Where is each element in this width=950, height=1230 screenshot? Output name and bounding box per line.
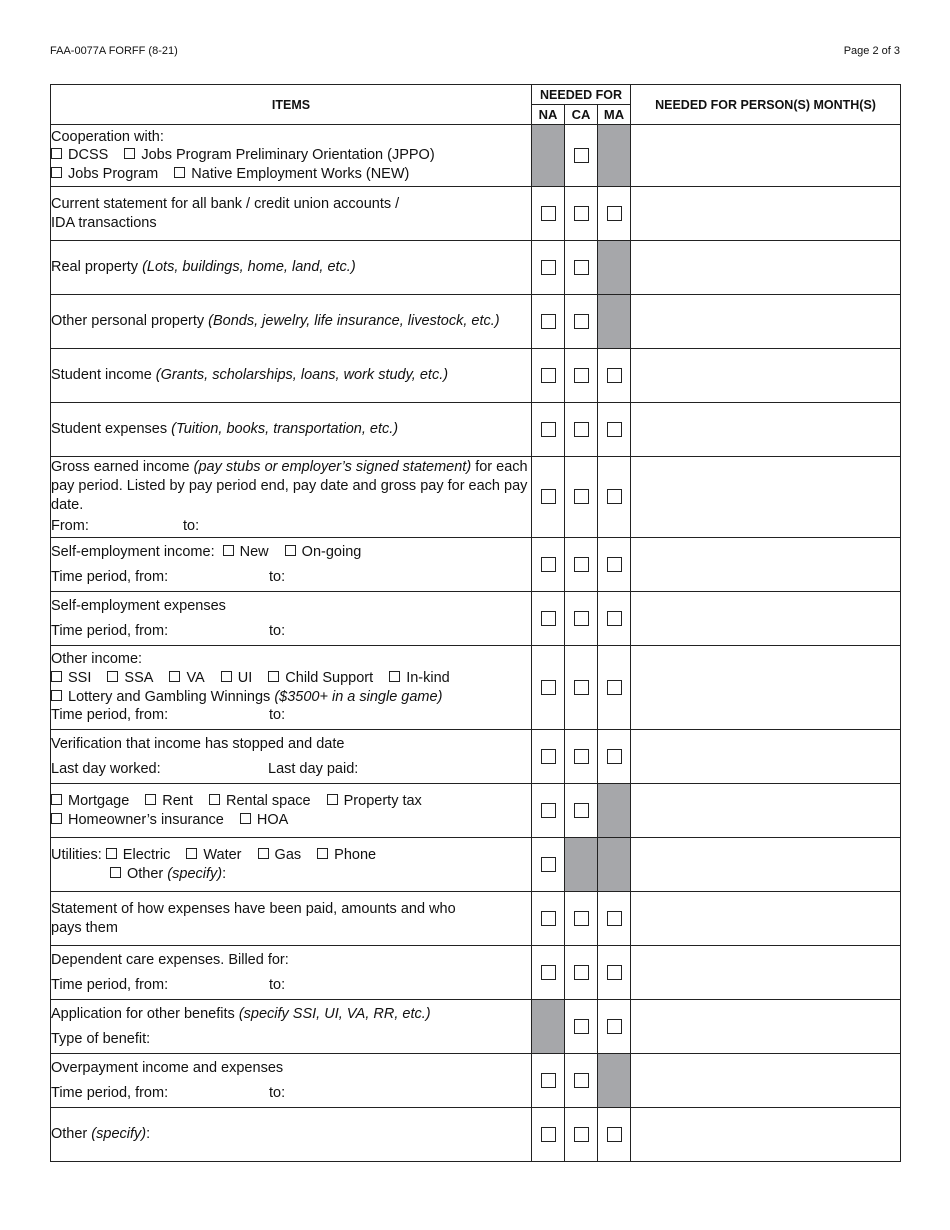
months-field[interactable] (631, 946, 901, 1000)
ma-checkbox[interactable] (607, 911, 622, 926)
lottery-note: ($3500+ in a single game) (274, 688, 443, 705)
electric-checkbox[interactable] (106, 848, 117, 859)
jobs-program-label: Jobs Program (68, 165, 159, 182)
hoa-checkbox[interactable] (240, 813, 251, 824)
gross-earned-rest: for each pay period. Listed by pay period end, pay date and gross pay for each pay date. (51, 459, 528, 513)
ca-checkbox[interactable] (574, 965, 589, 980)
gas-checkbox[interactable] (258, 848, 269, 859)
new-checkbox[interactable] (174, 167, 185, 178)
other-colon: : (146, 1126, 151, 1143)
utilities-label: Utilities: (51, 846, 102, 863)
ma-checkbox[interactable] (607, 749, 622, 764)
months-field[interactable] (631, 592, 901, 646)
lottery-label: Lottery and Gambling Winnings (68, 688, 275, 705)
months-field[interactable] (631, 187, 901, 241)
ca-checkbox[interactable] (574, 206, 589, 221)
ma-checkbox[interactable] (607, 1127, 622, 1142)
ma-checkbox[interactable] (607, 1019, 622, 1034)
ma-cell-disabled (598, 241, 631, 295)
to-label: to: (269, 622, 286, 639)
row-self-income (51, 538, 901, 592)
row-income-stopped (51, 730, 901, 784)
expenses-paid-label-2: pays them (51, 919, 118, 936)
na-checkbox[interactable] (541, 314, 556, 329)
income-stopped-label: Verification that income has stopped and date (51, 735, 345, 752)
row-housing (51, 784, 901, 838)
ma-checkbox[interactable] (607, 368, 622, 383)
ca-checkbox[interactable] (574, 803, 589, 818)
ca-checkbox[interactable] (574, 148, 589, 163)
rent-label: Rent (162, 792, 193, 809)
months-field[interactable] (631, 1000, 901, 1054)
ca-checkbox[interactable] (574, 911, 589, 926)
na-checkbox[interactable] (541, 857, 556, 872)
other-utility-colon: : (222, 865, 227, 882)
ca-header: CA (565, 105, 598, 125)
ma-checkbox[interactable] (607, 489, 622, 504)
needed-for-header: NEEDED FOR (532, 85, 631, 105)
water-label: Water (203, 846, 242, 863)
bank-label-2: IDA transactions (51, 214, 157, 231)
ui-label: UI (237, 669, 253, 686)
ongoing-label: On-going (301, 543, 362, 560)
items-header: ITEMS (51, 85, 532, 125)
na-checkbox[interactable] (541, 611, 556, 626)
homeowners-insurance-checkbox[interactable] (51, 813, 62, 824)
ma-cell-disabled (598, 1054, 631, 1108)
ca-checkbox[interactable] (574, 680, 589, 695)
ca-checkbox[interactable] (574, 1019, 589, 1034)
ma-checkbox[interactable] (607, 206, 622, 221)
other-note: (specify) (91, 1126, 147, 1143)
to-label: to: (183, 518, 200, 535)
va-checkbox[interactable] (169, 671, 180, 682)
in-kind-checkbox[interactable] (389, 671, 400, 682)
to-label: to: (269, 976, 286, 993)
to-label: to: (269, 1084, 286, 1101)
row-utilities (51, 838, 901, 892)
cooperation-label: Cooperation with: (51, 128, 164, 145)
dcss-checkbox[interactable] (51, 148, 62, 159)
ssi-checkbox[interactable] (51, 671, 62, 682)
row-real-property (51, 241, 901, 295)
ca-checkbox[interactable] (574, 611, 589, 626)
time-from-label: Time period, from: (51, 976, 169, 993)
na-cell-disabled (532, 1000, 565, 1054)
na-checkbox[interactable] (541, 260, 556, 275)
ca-checkbox[interactable] (574, 749, 589, 764)
self-income-label: Self-employment income: (51, 543, 215, 560)
homeowners-insurance-label: Homeowner’s insurance (68, 811, 224, 828)
time-from-label: Time period, from: (51, 1084, 169, 1101)
dependent-care-label: Dependent care expenses. Billed for: (51, 951, 289, 968)
ca-cell-disabled (565, 838, 598, 892)
ma-cell-disabled (598, 838, 631, 892)
mortgage-checkbox[interactable] (51, 794, 62, 805)
electric-label: Electric (122, 846, 171, 863)
months-field[interactable] (631, 784, 901, 838)
jobs-program-checkbox[interactable] (51, 167, 62, 178)
na-checkbox[interactable] (541, 749, 556, 764)
property-tax-label: Property tax (343, 792, 422, 809)
dcss-label: DCSS (68, 147, 109, 164)
in-kind-label: In-kind (406, 669, 450, 686)
time-from-label: Time period, from: (51, 707, 169, 724)
jppo-label: Jobs Program Preliminary Orientation (JPPO) (141, 147, 435, 164)
gas-label: Gas (274, 846, 302, 863)
row-other-benefits (51, 1000, 901, 1054)
na-checkbox[interactable] (541, 803, 556, 818)
ca-checkbox[interactable] (574, 489, 589, 504)
water-checkbox[interactable] (186, 848, 197, 859)
months-field[interactable] (631, 125, 901, 187)
na-checkbox[interactable] (541, 557, 556, 572)
student-income-label: Student income (51, 367, 156, 384)
type-of-benefit-label: Type of benefit: (51, 1030, 151, 1047)
property-tax-checkbox[interactable] (327, 794, 338, 805)
self-expenses-label: Self-employment expenses (51, 597, 226, 614)
new-checkbox[interactable] (223, 545, 234, 556)
na-checkbox[interactable] (541, 422, 556, 437)
rental-space-checkbox[interactable] (209, 794, 220, 805)
na-checkbox[interactable] (541, 911, 556, 926)
row-personal-property (51, 295, 901, 349)
na-checkbox[interactable] (541, 206, 556, 221)
ui-checkbox[interactable] (221, 671, 232, 682)
months-field[interactable] (631, 892, 901, 946)
na-checkbox[interactable] (541, 680, 556, 695)
other-benefits-note: (specify SSI, UI, VA, RR, etc.) (238, 1005, 431, 1022)
months-field[interactable] (631, 538, 901, 592)
months-field[interactable] (631, 241, 901, 295)
ma-cell-disabled (598, 784, 631, 838)
person-months-header: NEEDED FOR PERSON(S) MONTH(S) (631, 85, 901, 125)
real-property-note: (Lots, buildings, home, land, etc.) (142, 259, 356, 276)
row-student-expenses (51, 403, 901, 457)
ca-checkbox[interactable] (574, 260, 589, 275)
expenses-paid-label: Statement of how expenses have been paid, amounts and who (51, 900, 456, 917)
rental-space-label: Rental space (225, 792, 311, 809)
row-student-income (51, 349, 901, 403)
na-checkbox[interactable] (541, 1073, 556, 1088)
ma-checkbox[interactable] (607, 965, 622, 980)
phone-checkbox[interactable] (317, 848, 328, 859)
na-header: NA (532, 105, 565, 125)
phone-label: Phone (334, 846, 377, 863)
ma-checkbox[interactable] (607, 611, 622, 626)
other-income-label: Other income: (51, 651, 143, 668)
months-field[interactable] (631, 838, 901, 892)
ca-checkbox[interactable] (574, 422, 589, 437)
from-label: From: (51, 518, 89, 535)
child-support-checkbox[interactable] (268, 671, 279, 682)
last-day-worked-label: Last day worked: (51, 760, 161, 777)
verification-items-table (50, 84, 901, 1162)
row-gross-earned (51, 457, 901, 538)
personal-property-label: Other personal property (51, 313, 209, 330)
row-dependent-care (51, 946, 901, 1000)
time-from-label: Time period, from: (51, 568, 169, 585)
na-checkbox[interactable] (541, 1127, 556, 1142)
hoa-label: HOA (256, 811, 289, 828)
overpayment-label: Overpayment income and expenses (51, 1059, 284, 1076)
last-day-paid-label: Last day paid: (268, 760, 359, 777)
na-checkbox[interactable] (541, 965, 556, 980)
months-field[interactable] (631, 349, 901, 403)
row-other (51, 1108, 901, 1162)
row-cooperation (51, 125, 901, 187)
months-field[interactable] (631, 1054, 901, 1108)
new-label: Native Employment Works (NEW) (191, 165, 410, 182)
ongoing-checkbox[interactable] (285, 545, 296, 556)
ca-checkbox[interactable] (574, 1127, 589, 1142)
months-field[interactable] (631, 295, 901, 349)
gross-earned-note: (pay stubs or employer’s signed statement) (193, 459, 472, 476)
row-other-income (51, 646, 901, 730)
child-support-label: Child Support (285, 669, 374, 686)
student-expenses-label: Student expenses (51, 421, 172, 438)
months-field[interactable] (631, 1108, 901, 1162)
row-self-expenses (51, 592, 901, 646)
student-income-note: (Grants, scholarships, loans, work study, etc.) (155, 367, 449, 384)
page-number: Page 2 of 3 (843, 45, 900, 57)
ca-checkbox[interactable] (574, 1073, 589, 1088)
other-utility-label: Other (127, 865, 168, 882)
na-checkbox[interactable] (541, 368, 556, 383)
other-utility-note: (specify) (167, 865, 223, 882)
jppo-checkbox[interactable] (124, 148, 135, 159)
bank-label: Current statement for all bank / credit union accounts / (51, 195, 400, 212)
other-label: Other (51, 1126, 92, 1143)
ma-cell-disabled (598, 125, 631, 187)
row-overpayment (51, 1054, 901, 1108)
ca-checkbox[interactable] (574, 557, 589, 572)
ssa-label: SSA (124, 669, 154, 686)
mortgage-label: Mortgage (68, 792, 130, 809)
months-field[interactable] (631, 646, 901, 730)
other-benefits-label: Application for other benefits (51, 1005, 239, 1022)
time-from-label: Time period, from: (51, 622, 169, 639)
months-field[interactable] (631, 457, 901, 538)
row-bank (51, 187, 901, 241)
ma-checkbox[interactable] (607, 422, 622, 437)
na-checkbox[interactable] (541, 489, 556, 504)
va-label: VA (186, 669, 205, 686)
na-cell-disabled (532, 125, 565, 187)
new-label: New (239, 543, 269, 560)
personal-property-note: (Bonds, jewelry, life insurance, livestock, etc.) (208, 313, 500, 330)
other-utility-checkbox[interactable] (110, 867, 121, 878)
ca-checkbox[interactable] (574, 368, 589, 383)
ssa-checkbox[interactable] (107, 671, 118, 682)
rent-checkbox[interactable] (145, 794, 156, 805)
ma-cell-disabled (598, 295, 631, 349)
gross-earned-label: Gross earned income (51, 459, 194, 476)
ma-header: MA (598, 105, 631, 125)
form-number: FAA-0077A FORFF (8-21) (50, 45, 178, 57)
lottery-checkbox[interactable] (51, 690, 62, 701)
ma-checkbox[interactable] (607, 557, 622, 572)
real-property-label: Real property (51, 259, 143, 276)
ca-checkbox[interactable] (574, 314, 589, 329)
months-field[interactable] (631, 403, 901, 457)
row-expenses-paid (51, 892, 901, 946)
ssi-label: SSI (68, 669, 92, 686)
months-field[interactable] (631, 730, 901, 784)
to-label: to: (269, 707, 286, 724)
student-expenses-note: (Tuition, books, transportation, etc.) (171, 421, 399, 438)
to-label: to: (269, 568, 286, 585)
ma-checkbox[interactable] (607, 680, 622, 695)
